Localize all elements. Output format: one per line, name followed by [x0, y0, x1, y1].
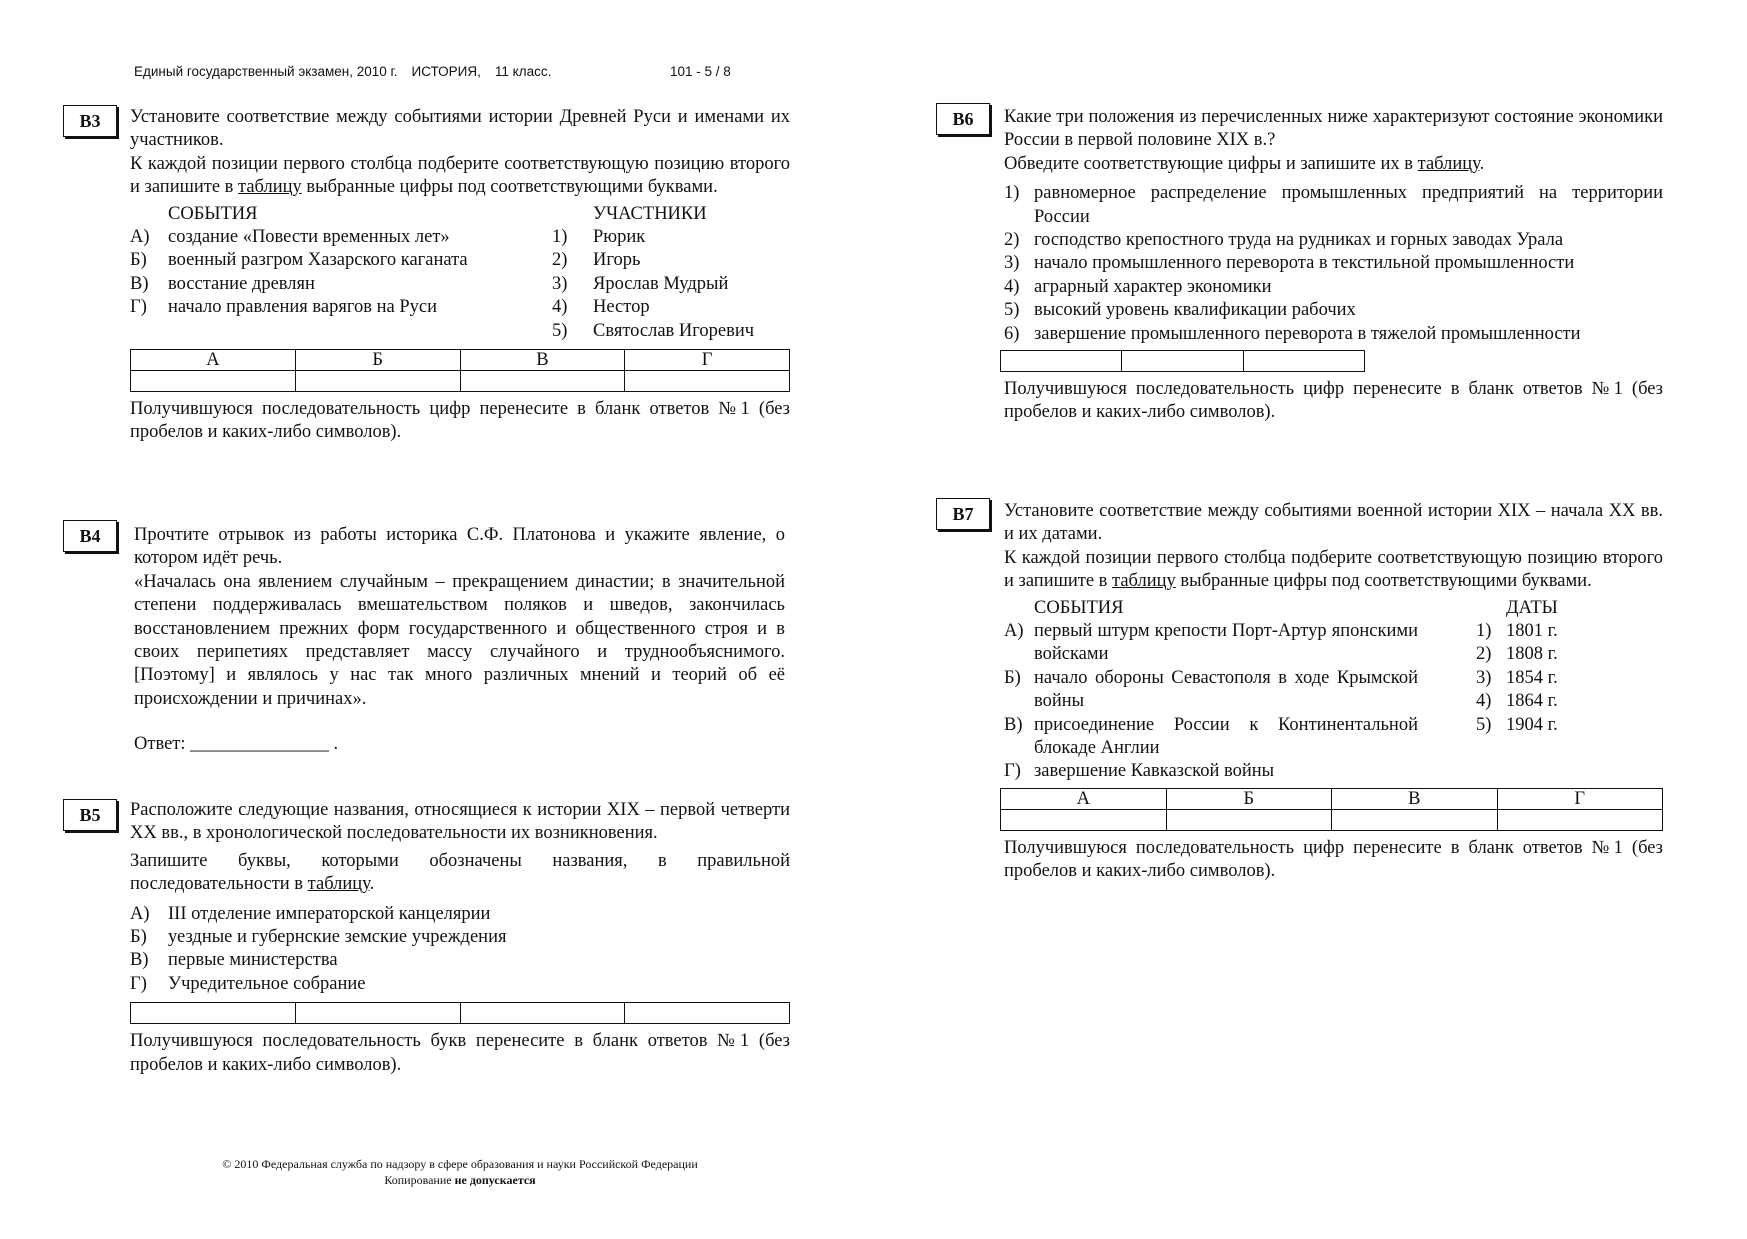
list-item: 5) высокий уровень квалификации рабочих [1004, 300, 1356, 321]
option-item: 3) Ярослав Мудрый [552, 273, 729, 294]
list-item: 4) аграрный характер экономики [1004, 276, 1272, 297]
task-b3: Установите соответствие между событиями истории Древней Руси и именами их участников. К каждой позиции первого столбца подберите соответствующую позицию второго и запишите в таблицу выбранные цифры под соответствующими буквами. СОБЫТИЯ А) создание «Повести временных лет» Б) военный разгром Хазарского каганата В) восстание древлян Г) начало правления варягов на Руси УЧАСТНИКИ 1) Рюрик 2) Игорь 3) Ярослав Мудрый 4) Нестор 5) Святослав Игоревич А Б В Г Получившуюся последовательность цифр перенесите в бланк ответов №1 (без пробелов и каких-либо символов). [130, 107, 790, 443]
task-label-b4: B4 [63, 520, 117, 552]
option-item: 4) Нестор [552, 297, 650, 318]
event-item: В) восстание древлян [130, 273, 315, 294]
table-header-cell: А [1001, 788, 1167, 809]
date-item: 4) 1864 г. [1476, 691, 1558, 712]
table-header-cell: А [131, 350, 296, 371]
answer-table-b3[interactable] [130, 349, 790, 392]
page-number: 101 - 5 / 8 [670, 64, 731, 79]
table-header-cell: В [460, 350, 625, 371]
event-item: Б) военный разгром Хазарского каганата [130, 250, 468, 271]
event-item: А) создание «Повести временных лет» [130, 227, 450, 248]
list-item: Б) уездные и губернские земские учреждения [130, 927, 507, 948]
answer-table-b7[interactable] [1000, 788, 1663, 831]
date-item: 3) 1854 г. [1476, 667, 1558, 688]
task-b4: Прочтите отрывок из работы историка С.Ф. Платонова и укажите явление, о котором идёт речь. «Началась она явлением случайным – прекращением династии; в значительной степени поддерживалась вмешательством поляков и шведов, закончилась восстановлением прежних форм государственного и общественного строя и в своих перипетиях представляет массу случайного и труднообъяснимого. [Поэтому] и являлось у нас так много различных мнений и теорий об её происхождении и причинах». Ответ: _______________ . [134, 524, 785, 757]
task-label-b3: B3 [63, 105, 117, 137]
table-header-cell: Б [1166, 788, 1332, 809]
table-header-cell: Г [625, 350, 790, 371]
date-item: 5) 1904 г. [1476, 714, 1558, 735]
answer-table-b5[interactable] [130, 1002, 790, 1024]
event-item: Г) завершение Кавказской войны [1004, 761, 1275, 782]
event-item: Б) начало обороны Севастополя в ходе Крымской войны [1004, 667, 1418, 712]
event-item: В) присоединение России к Континентальной блокаде Англии [1004, 714, 1418, 759]
answer-field[interactable]: Ответ: _______________ . [134, 734, 339, 755]
list-item: 6) завершение промышленного переворота в тяжелой промышленности [1004, 323, 1581, 344]
option-item: 5) Святослав Игоревич [552, 320, 755, 341]
task-b7: Установите соответствие между событиями военной истории XIX – начала XX вв. и их датами. К каждой позиции первого столбца подберите соответствующую позицию второго и запишите в таблицу выбранные цифры под соответствующими буквами. СОБЫТИЯ А) первый штурм крепости Порт-Артур японскими войсками Б) начало обороны Севастополя в ходе Крымской войны В) присоединение России к Континентальной блокаде Англии Г) завершение Кавказской войны ДАТЫ 1) 1801 г. 2) 1808 г. 3) 1854 г. 4) 1864 г. 5) 1904 г. А Б В Г Получившуюся последовательность цифр перенесите в бланк ответов №1 (без пробелов и каких-либо символов). [1004, 500, 1663, 884]
list-item: 2) господство крепостного труда на рудниках и горных заводах Урала [1004, 230, 1564, 251]
table-header-cell: Б [295, 350, 460, 371]
table-header-cell: В [1332, 788, 1498, 809]
task-label-b6: B6 [936, 103, 990, 135]
table-header-cell: Г [1497, 788, 1663, 809]
list-item: В) первые министерства [130, 950, 338, 971]
option-item: 2) Игорь [552, 250, 641, 271]
list-item: А) III отделение императорской канцелярии [130, 903, 491, 924]
page-header: Единый государственный экзамен, 2010 г. ИСТОРИЯ, 11 класс. [134, 64, 552, 79]
list-item: 3) начало промышленного переворота в текстильной промышленности [1004, 253, 1575, 274]
answer-table-b6[interactable] [1000, 350, 1365, 372]
event-item: А) первый штурм крепости Порт-Артур японскими войсками [1004, 621, 1418, 665]
footer: © 2010 Федеральная служба по надзору в сфере образования и науки Российской Федерации Копирование не допускается [222, 1157, 698, 1187]
task-label-b5: B5 [63, 799, 117, 831]
task-b6: Какие три положения из перечисленных ниже характеризуют состояние экономики России в первой половине XIX в.? Обведите соответствующие цифры и запишите их в таблицу. 1) равномерное распределение промышленных предприятий на территории России 2) господство крепостного труда на рудниках и горных заводах Урала 3) начало промышленного переворота в текстильной промышленности 4) аграрный характер экономики 5) высокий уровень квалификации рабочих 6) завершение промышленного переворота в тяжелой промышленности Получившуюся последовательность цифр перенесите в бланк ответов №1 (без пробелов и каких-либо символов). [1004, 106, 1663, 425]
option-item: 1) Рюрик [552, 227, 646, 248]
task-b5: Расположите следующие названия, относящиеся к истории XIX – первой четверти XX вв., в хронологической последовательности их возникновения. Запишите буквы, которыми обозначены названия, в правильной последовательности в таблицу. А) III отделение императорской канцелярии Б) уездные и губернские земские учреждения В) первые министерства Г) Учредительное собрание Получившуюся последовательность букв перенесите в бланк ответов №1 (без пробелов и каких-либо символов). [130, 800, 790, 1075]
task-label-b7: B7 [936, 498, 990, 530]
date-item: 1) 1801 г. [1476, 621, 1558, 642]
list-item: 1) равномерное распределение промышленных предприятий на территории России [1004, 183, 1663, 227]
list-item: Г) Учредительное собрание [130, 973, 366, 994]
event-item: Г) начало правления варягов на Руси [130, 297, 437, 318]
date-item: 2) 1808 г. [1476, 644, 1558, 665]
